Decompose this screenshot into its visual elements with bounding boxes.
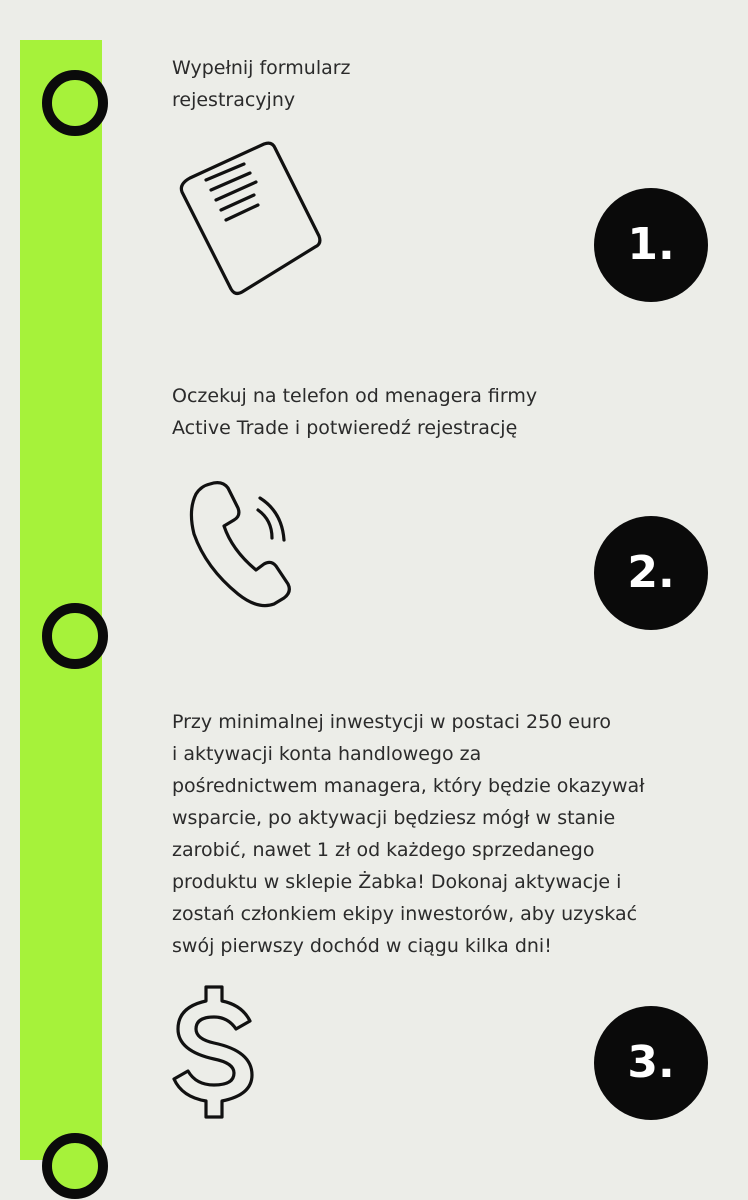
dollar-icon [168, 983, 260, 1127]
step-2-number-badge: 2. [594, 516, 708, 630]
document-icon [176, 140, 326, 304]
step-1-number-badge: 1. [594, 188, 708, 302]
phone-icon [186, 476, 296, 616]
timeline-node-2 [42, 603, 108, 669]
timeline-node-3 [42, 1133, 108, 1199]
step-2-text: Oczekuj na telefon od menagera firmy Active Trade i potwieredź rejestrację [172, 385, 538, 439]
step-1-text: Wypełnij formularz rejestracyjny [172, 57, 351, 111]
timeline-node-1 [42, 70, 108, 136]
step-3-number-badge: 3. [594, 1006, 708, 1120]
timeline-rail [20, 40, 102, 1160]
step-3-text: Przy minimalnej inwestycji w postaci 250 euro i aktywacji konta handlowego za pośrednictwem managera, który będzie okazywał wsparcie, po aktywacji będziesz mógł w stanie zarobić, nawet 1 zł od każdego sprzedanego produktu w sklepie Żabka! Dokonaj aktywacje i zostań członkiem ekipy inwestorów, aby uzyskać swój pierwszy dochód w ciągu kilka dni! [172, 711, 645, 957]
